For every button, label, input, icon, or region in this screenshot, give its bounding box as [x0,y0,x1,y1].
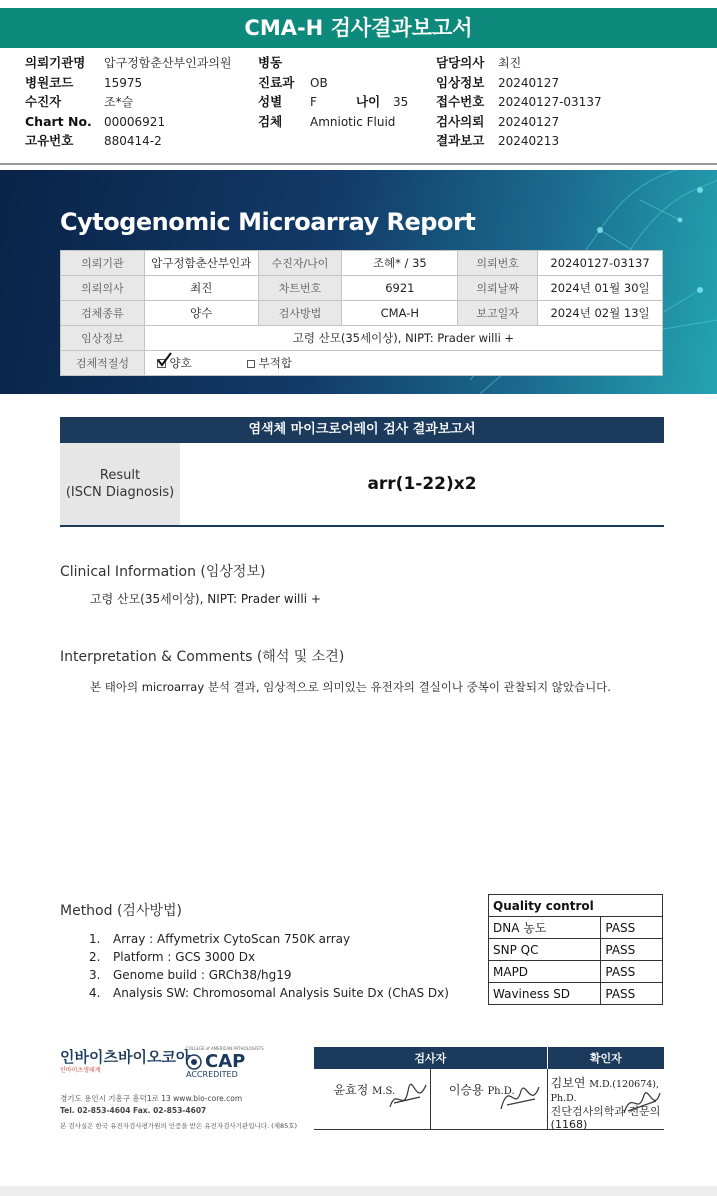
confirmer-name: 김보연 [550,1076,586,1090]
value-accession: 20240127-03137 [498,95,602,109]
label-clinical-info: 임상정보 [436,75,485,90]
tester1-name: 윤효정 [333,1083,369,1097]
cell-value: 압구정함춘산부인과 [144,251,258,276]
iscn-result: arr(1-22)x2 [367,474,477,494]
table-row [61,276,663,301]
cell-label: 보고일자 [458,301,538,326]
cell-value: 20240127-03137 [538,251,663,276]
qc-metric: SNP QC [489,939,601,961]
clinical-text: 고령 산모(35세이상), NIPT: Prader willi + [90,592,321,606]
item-text: Genome build : GRCh38/hg19 [113,968,292,982]
label-patient: 수진자 [25,94,62,109]
qc-status: PASS [601,983,663,1005]
page-bottom-strip [0,1186,717,1196]
section-title: 염색체 마이크로어레이 검사 결과보고서 [60,417,664,443]
cell-label: 의뢰번호 [458,251,538,276]
value-doctor: 최진 [498,56,522,70]
signature-table [313,1047,664,1130]
banner-title: Cytogenomic Microarray Report [60,208,476,236]
checkbox-icon [247,360,255,368]
confirmer-header: 확인자 [547,1047,664,1069]
method-list [89,930,449,1002]
table-row [489,917,663,939]
tester1-degree: M.S. [372,1086,396,1097]
qc-title: Quality control [489,895,663,917]
label-doctor: 담당의사 [436,55,485,70]
company-logo-sub: 인바이츠생태계 [60,1067,101,1074]
cell-label: 의뢰날짜 [458,276,538,301]
label-requesting-org: 의뢰기관명 [25,55,86,70]
cell-value: 양수 [144,301,258,326]
list-item [89,930,449,948]
cap-accredited-text: ACCREDITED [186,1070,238,1079]
tester2-cell [430,1069,547,1129]
value-age: 35 [393,95,409,109]
table-row [61,326,663,351]
value-result-report: 20240213 [498,134,560,148]
qc-metric: MAPD [489,961,601,983]
company-logo: 인바이츠바이오코아 [60,1048,191,1066]
table-row [61,301,663,326]
cell-value: 6921 [342,276,458,301]
cell-label: 의뢰기관 [61,251,145,276]
report-banner [0,170,717,394]
value-sex: F [310,95,317,109]
interpretation-text: 본 태아의 microarray 분석 결과, 임상적으로 의미있는 유전자의 결실이나 중복이 관찰되지 않았습니다. [90,680,611,694]
cell-label: 차트번호 [258,276,342,301]
tester2-name: 이승용 [448,1083,484,1097]
value-chart-no: 00006921 [104,115,166,129]
cell-label: 임상정보 [61,326,145,351]
table-row [489,961,663,983]
qc-metric: Waviness SD [489,983,601,1005]
qc-status: PASS [601,939,663,961]
header-row [0,53,717,73]
label-sex: 성별 [258,94,283,109]
company-address: 경기도 용인시 기흥구 흥덕1로 13 www.bio-core.com [60,1094,243,1103]
label-result-report: 결과보고 [436,133,485,148]
label-ward: 병동 [258,55,283,70]
cell-value: 조혜* / 35 [342,251,458,276]
table-row [314,1047,665,1069]
tester2-degree: Ph.D. [487,1086,515,1097]
item-number: 2. [89,950,101,964]
method-heading: Method (검사방법) [60,903,182,919]
list-item [89,948,449,966]
result-box [60,443,664,527]
label-chart-no: Chart No. [25,114,92,129]
item-text: Array : Affymetrix CytoScan 750K array [113,932,351,946]
label-test-request: 검사의뢰 [436,114,485,129]
clinical-heading: Clinical Information (임상정보) [60,564,266,580]
cell-label: 검체종류 [61,301,145,326]
cap-text: CAP [205,1051,246,1072]
cell-label: 의뢰의사 [61,276,145,301]
cell-value: 2024년 01월 30일 [538,276,663,301]
item-number: 3. [89,968,101,982]
value-specimen: Amniotic Fluid [310,115,396,129]
item-text: Platform : GCS 3000 Dx [113,950,256,964]
specimen-adequacy-cell [144,351,662,376]
header-row [0,73,717,93]
tester1-cell [314,1069,431,1129]
company-phone: Tel. 02-853-4604 Fax. 02-853-4607 [60,1106,207,1115]
result-label-line1: Result [99,468,141,483]
item-number: 1. [89,932,101,946]
divider [0,163,717,165]
quality-control-table [488,894,663,1005]
value-clinical-info: 20240127 [498,76,560,90]
option-inadequate: 부적합 [258,356,292,370]
cell-label: 검사방법 [258,301,342,326]
checkbox-checked-icon [157,359,166,368]
option-adequate: 양호 [169,356,192,370]
qc-status: PASS [601,961,663,983]
report-title: CMA-H 검사결과보고서 [0,8,717,48]
cell-value: 2024년 02월 13일 [538,301,663,326]
label-department: 진료과 [258,75,295,90]
table-row [61,251,663,276]
cap-emblem-icon [186,1054,202,1070]
table-row [489,939,663,961]
label-hospital-code: 병원코드 [25,75,74,90]
qc-metric: DNA 농도 [489,917,601,939]
cell-value: 최진 [144,276,258,301]
table-row [314,1069,665,1129]
tester-header: 검사자 [314,1047,548,1069]
header-row [0,131,717,151]
item-text: Analysis SW: Chromosomal Analysis Suite Dx (ChAS Dx) [113,986,449,1000]
interpretation-heading: Interpretation & Comments (해석 및 소견) [60,649,345,665]
value-requesting-org: 압구정함춘산부인과의원 [104,56,232,70]
list-item [89,984,449,1002]
signature-mark [620,1083,662,1123]
result-label [60,443,180,525]
header-row [0,92,717,112]
value-unique-no: 880414-2 [104,134,162,148]
table-row [489,895,663,917]
value-patient: 조*슬 [104,95,134,109]
signature-mark [386,1077,430,1117]
header-info [0,53,717,163]
signature-mark [495,1075,543,1119]
cap-small-text: COLLEGE of AMERICAN PATHOLOGISTS [186,1046,264,1051]
cell-value: CMA-H [342,301,458,326]
list-item [89,966,449,984]
confirmer-title: 진단검사의학과 전문의(1168) [550,1105,661,1131]
cell-value: 고령 산모(35세이상), NIPT: Prader willi + [144,326,662,351]
cell-label: 검체적절성 [61,351,145,376]
table-row [489,983,663,1005]
header-row [0,112,717,132]
qc-status: PASS [601,917,663,939]
label-unique-no: 고유번호 [25,133,74,148]
summary-table [60,250,663,376]
accreditation-notice: 본 검사실은 한국 유전자검사평가원의 인증을 받은 유전자검사기관입니다. (제85호) [60,1122,298,1130]
table-row [61,351,663,376]
label-specimen: 검체 [258,114,283,129]
label-age: 나이 [356,94,381,109]
value-hospital-code: 15975 [104,76,143,90]
cap-accredited-logo [186,1046,266,1086]
result-label-line2: (ISCN Diagnosis) [65,485,175,500]
item-number: 4. [89,986,101,1000]
value-department: OB [310,76,328,90]
confirmer-degree: M.D.(120674), Ph.D. [550,1079,660,1104]
label-accession: 접수번호 [436,94,485,109]
value-test-request: 20240127 [498,115,560,129]
confirmer-cell [547,1069,664,1129]
cell-label: 수진자/나이 [258,251,342,276]
